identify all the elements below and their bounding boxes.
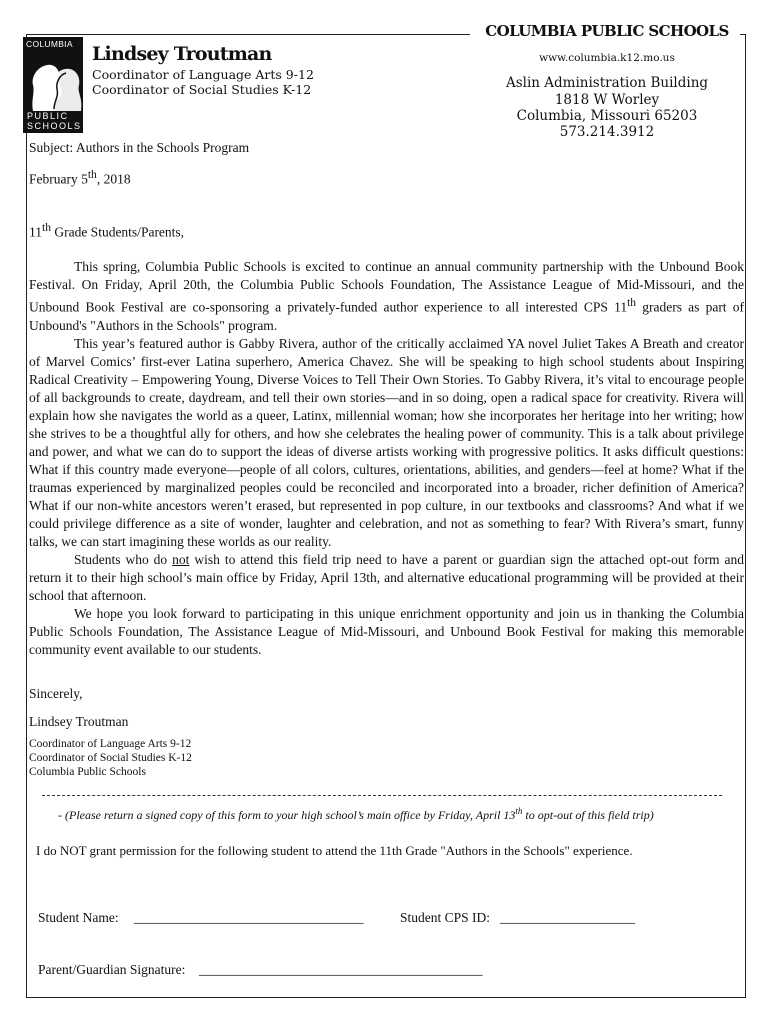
- paragraph-1: This spring, Columbia Public Schools is excited to continue an annual community partnership with the Unbound Book Festival. On Friday, April 20th, the Columbia Public Schools Foundation, The Assistance League of Mid-Missouri, and the Unbound Book Festival are co-sponsoring a privately-funded author experience to all interested CPS 11th graders as part of Unbound's "Authors in the Schools" program.: [29, 259, 744, 333]
- signer-title-1: Coordinator of Language Arts 9-12: [29, 738, 192, 750]
- silhouette-icon: [23, 49, 83, 111]
- cut-line: [42, 795, 722, 796]
- signer-name: Lindsey Troutman: [29, 714, 129, 729]
- student-name-label: Student Name:: [38, 910, 119, 925]
- guardian-signature-field[interactable]: __________________________________________: [199, 962, 483, 977]
- district-logo: [23, 37, 83, 133]
- logo-bottom-text: PUBLIC SCHOOLS: [27, 111, 82, 131]
- letter-subject: Subject: Authors in the Schools Program: [29, 140, 250, 155]
- sender-title-2: Coordinator of Social Studies K-12: [92, 82, 312, 97]
- signer-org: Columbia Public Schools: [29, 766, 146, 778]
- permission-statement: I do NOT grant permission for the following student to attend the 11th Grade "Authors in the Schools" experience.: [36, 843, 633, 858]
- district-website[interactable]: www.columbia.k12.mo.us: [539, 52, 675, 64]
- address-phone: 573.214.3912: [559, 124, 655, 140]
- paragraph-2: This year’s featured author is Gabby Rivera, author of the critically acclaimed YA novel Juliet Takes A Breath and creator of Marvel Comics’ first-ever Latina superhero, America Chavez. She will be speaking to high school students about Inspiring Radical Creativity – Empowering Young, Diverse Voices to Tell Their Own Stories. To Gabby Rivera, it’s vital to encourage people of all backgrounds to create, daydream, and tell their own stories—and in so doing, open a radical space for creativity. Rivera will explain how she navigates the world as a queer, Latinx, millennial woman; how she incorporates her heritage into her writing; how she strives to be a thoughtful ally for others, and how she celebrates the healing power of community. This is a talk about privilege and power, and what we can do to support the ideas of diverse artists working with progressive politics. It asks difficult questions: What if this country made everyone—people of all colors, cultures, orientations, abilities, and genders—feel at home? What if the traumas experienced by marginalized peoples could be reconciled and incorporated into a broader, richer definition of America? What if our non-white ancestors weren’t erased, but represented in pop culture, in our textbooks and classrooms? And what if we could privilege difference as a site of wonder, laughter and celebration, and not as something to fear? With Rivera’s smart, funny talks, we can start imagining these worlds as our reality.: [29, 335, 744, 549]
- guardian-signature-label: Parent/Guardian Signature:: [38, 962, 186, 977]
- student-id-field[interactable]: ____________________: [500, 910, 635, 925]
- address-building: Aslin Administration Building: [505, 75, 709, 91]
- paragraph-3: Students who do not wish to attend this field trip need to have a parent or guardian sign the attached opt-out form and return it to their high school’s main office by Friday, April 13th, and alternative educational programming will be provided at their school that afternoon.: [29, 551, 744, 603]
- sender-name: Lindsey Troutman: [92, 43, 272, 65]
- address-city: Columbia, Missouri 65203: [516, 108, 698, 124]
- address-street: 1818 W Worley: [554, 92, 660, 108]
- sender-title-1: Coordinator of Language Arts 9-12: [92, 67, 314, 82]
- student-id-label: Student CPS ID:: [400, 910, 491, 925]
- letter-date: February 5th, 2018: [29, 169, 131, 187]
- return-instructions: - (Please return a signed copy of this form to your high school’s main office by Friday, April 13th to opt-out of this field trip): [58, 806, 654, 822]
- signer-title-2: Coordinator of Social Studies K-12: [29, 752, 192, 764]
- letter-greeting: 11th Grade Students/Parents,: [29, 222, 185, 240]
- paragraph-4: We hope you look forward to participating in this unique enrichment opportunity and join us in thanking the Columbia Public Schools Foundation, The Assistance League of Mid-Missouri, and Unbound Book Festival for making this memorable community event available to our students.: [29, 605, 744, 657]
- district-name: COLUMBIA PUBLIC SCHOOLS: [485, 22, 729, 40]
- student-name-field[interactable]: __________________________________: [134, 910, 364, 925]
- letter-body: [29, 258, 744, 659]
- logo-top-text: COLUMBIA: [26, 39, 73, 49]
- letter-closing: Sincerely,: [29, 686, 83, 701]
